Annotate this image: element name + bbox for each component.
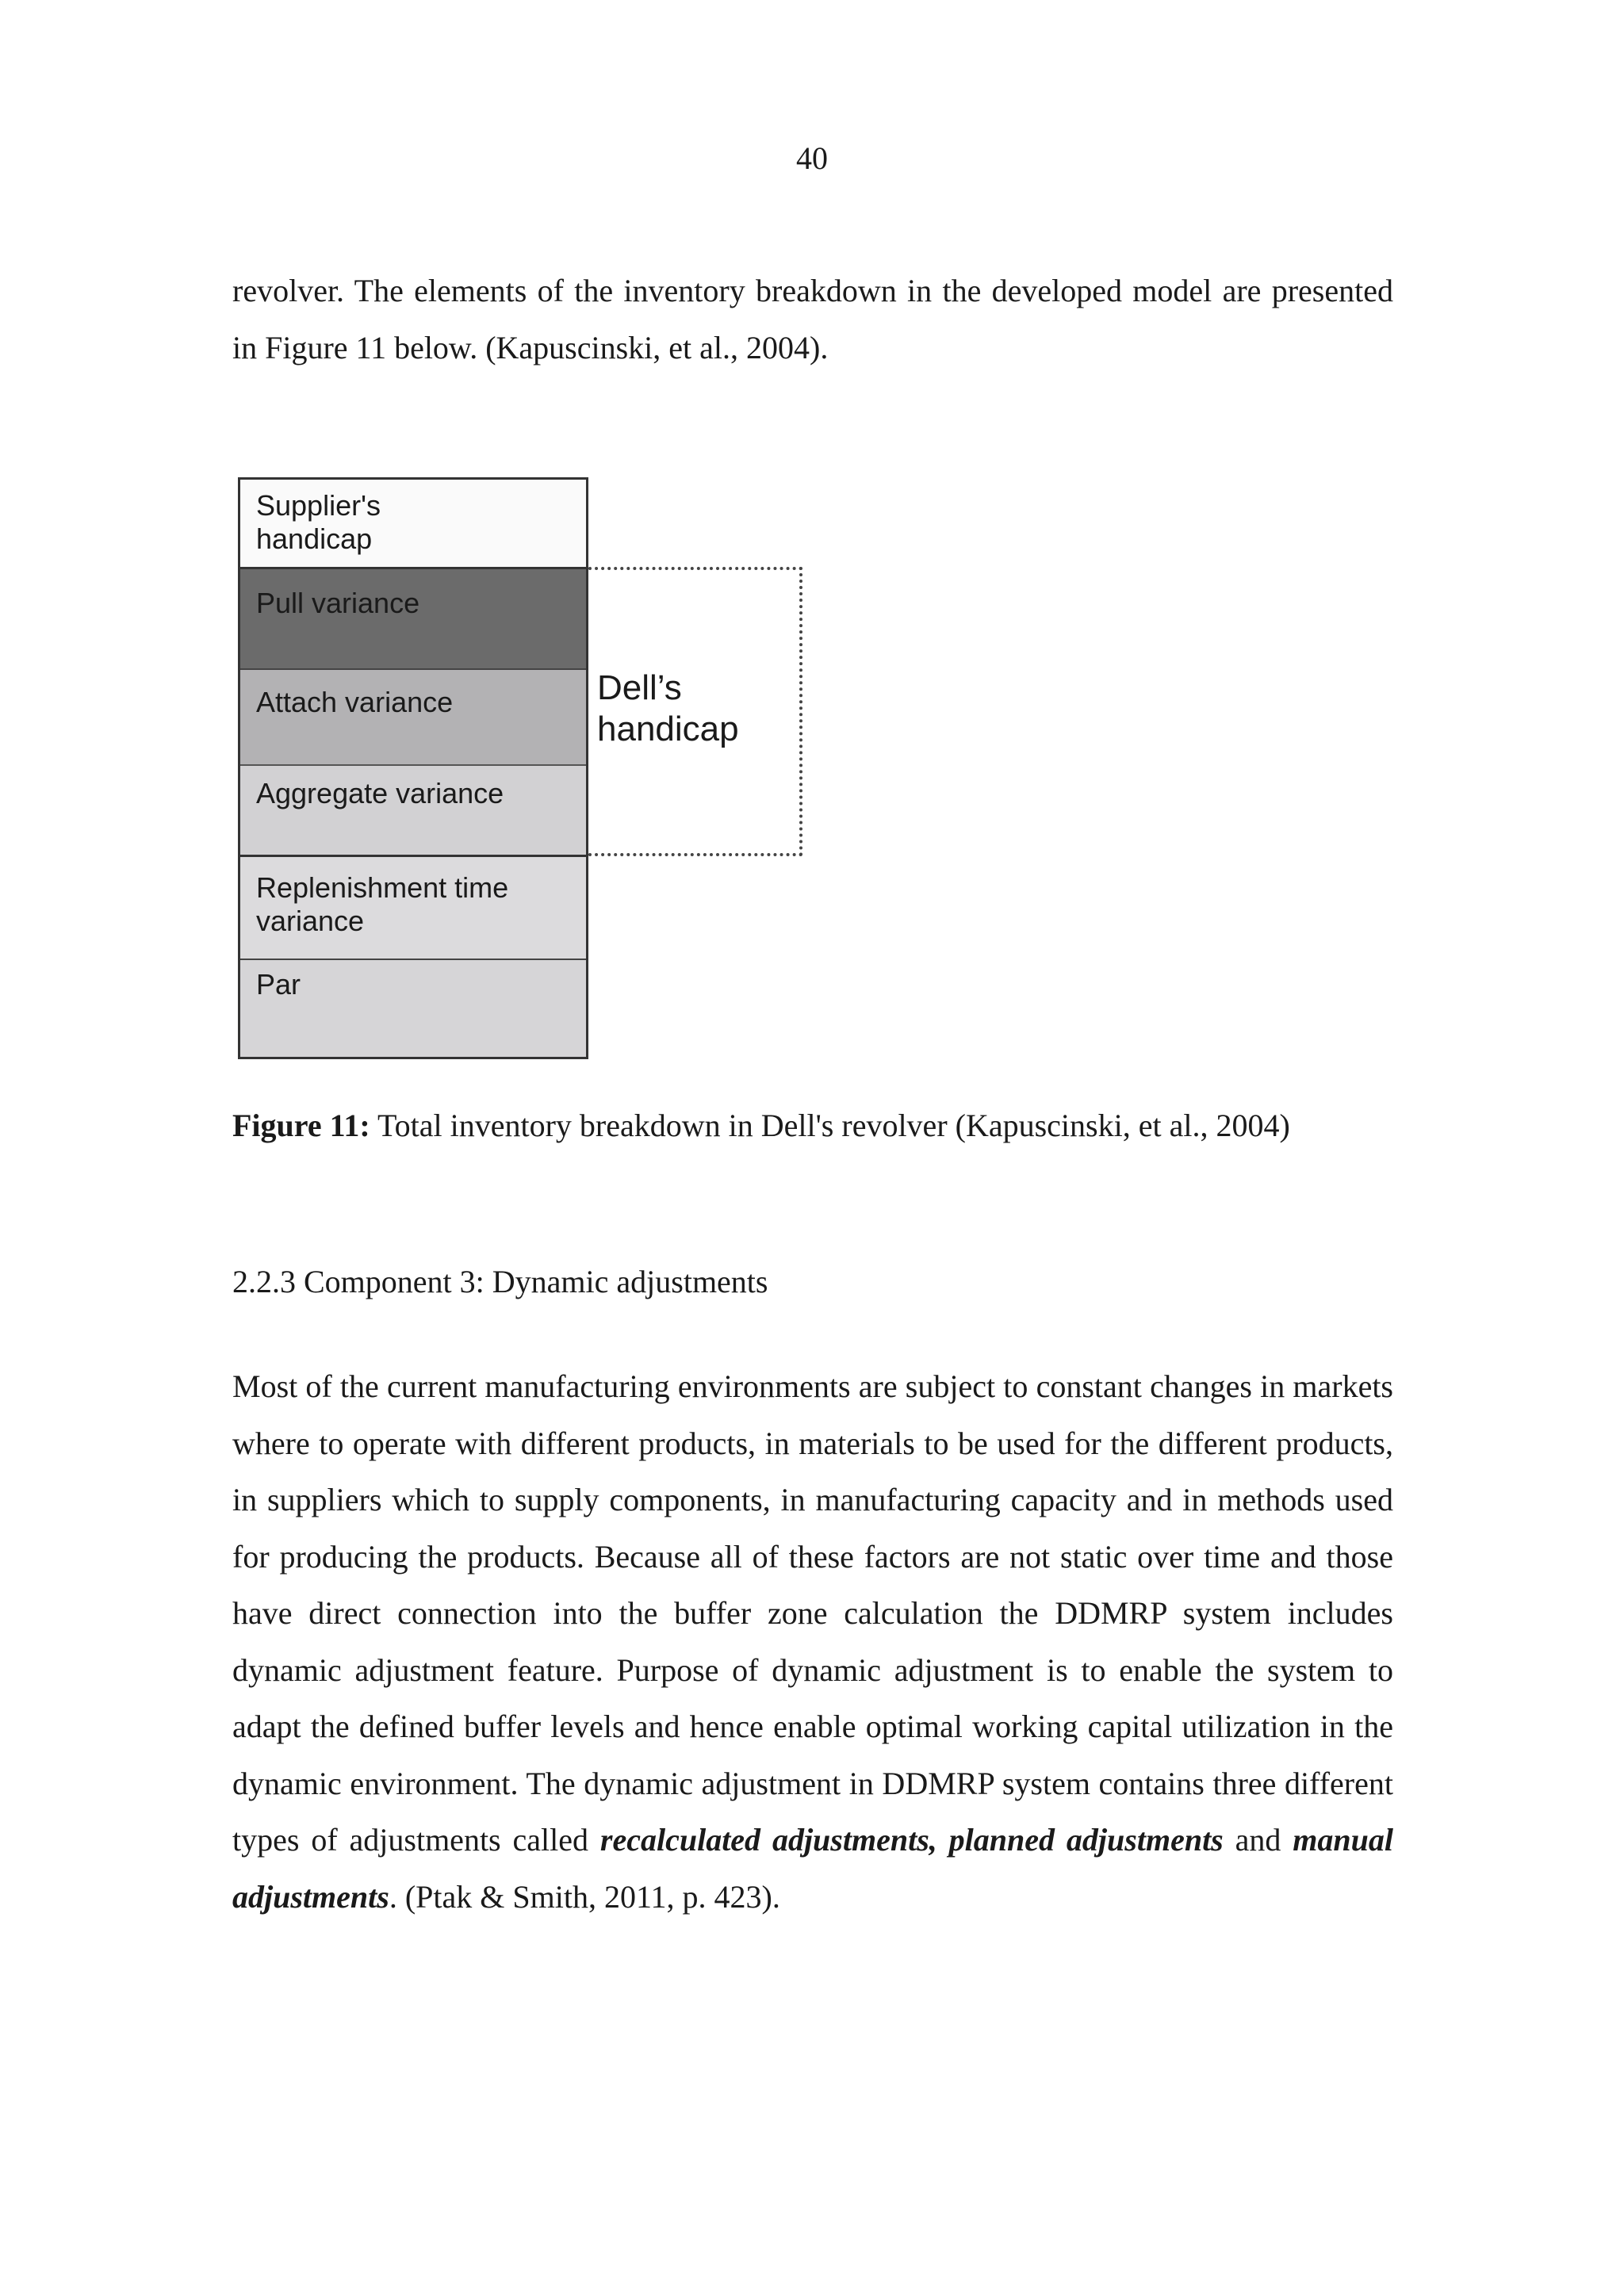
block-label: Par [256,968,301,1001]
body-text: . (Ptak & Smith, 2011, p. 423). [389,1878,780,1915]
block-label: variance [256,905,365,937]
block-label: Supplier's [256,489,381,522]
inventory-stack [238,477,588,1059]
block-label: handicap [256,522,373,555]
inventory-breakdown-figure [238,477,809,1061]
block-par [240,960,586,1057]
intro-paragraph: revolver. The elements of the inventory breakdown in the developed model are presented in Figure 11 below. (Kapuscinski, et al., 2004). [232,273,1393,365]
body-text: and [1223,1822,1293,1858]
dells-handicap-label [597,668,739,750]
page-number: 40 [796,140,828,176]
block-replenishment-time-variance [240,857,586,960]
figure-caption [232,1102,1290,1150]
bracket-label-line: Dell’s [597,668,682,707]
block-label: Pull variance [256,587,420,619]
term-manual-adjustments: manual adjustments [232,1822,1393,1915]
block-pull-variance [240,569,586,670]
bracket-label-line: handicap [597,710,739,748]
block-label: Attach variance [256,686,454,718]
body-text: Most of the current manufacturing environments are subject to constant changes in markets where to operate with different products, in materials to be used for the different products, in suppliers which to supply components, in manufacturing capacity and in methods used for producing the products. Because all of these factors are not static over time and those have direct connection into the buffer zone calculation the DDMRP system includes dynamic adjustment feature. Purpose of dynamic adjustment is to enable the system to adapt the defined buffer levels and hence enable optimal working capital utilization in the dynamic environment. The dynamic adjustment in DDMRP system contains three different types of adjustments called [232,1368,1393,1858]
figure-caption-label: Figure 11: [232,1108,370,1143]
term-planned-adjustments: planned adjustments [948,1822,1224,1858]
block-label: Aggregate variance [256,777,504,809]
block-aggregate-variance [240,766,586,857]
block-attach-variance [240,670,586,766]
body-text [937,1822,949,1858]
body-paragraph [232,1358,1393,1925]
block-suppliers-handicap [240,480,586,569]
section-heading: 2.2.3 Component 3: Dynamic adjustments [232,1264,768,1299]
block-label: Replenishment time [256,871,509,904]
figure-caption-text: Total inventory breakdown in Dell's revolver (Kapuscinski, et al., 2004) [370,1108,1290,1143]
term-recalculated-adjustments: recalculated adjustments, [599,1822,937,1858]
